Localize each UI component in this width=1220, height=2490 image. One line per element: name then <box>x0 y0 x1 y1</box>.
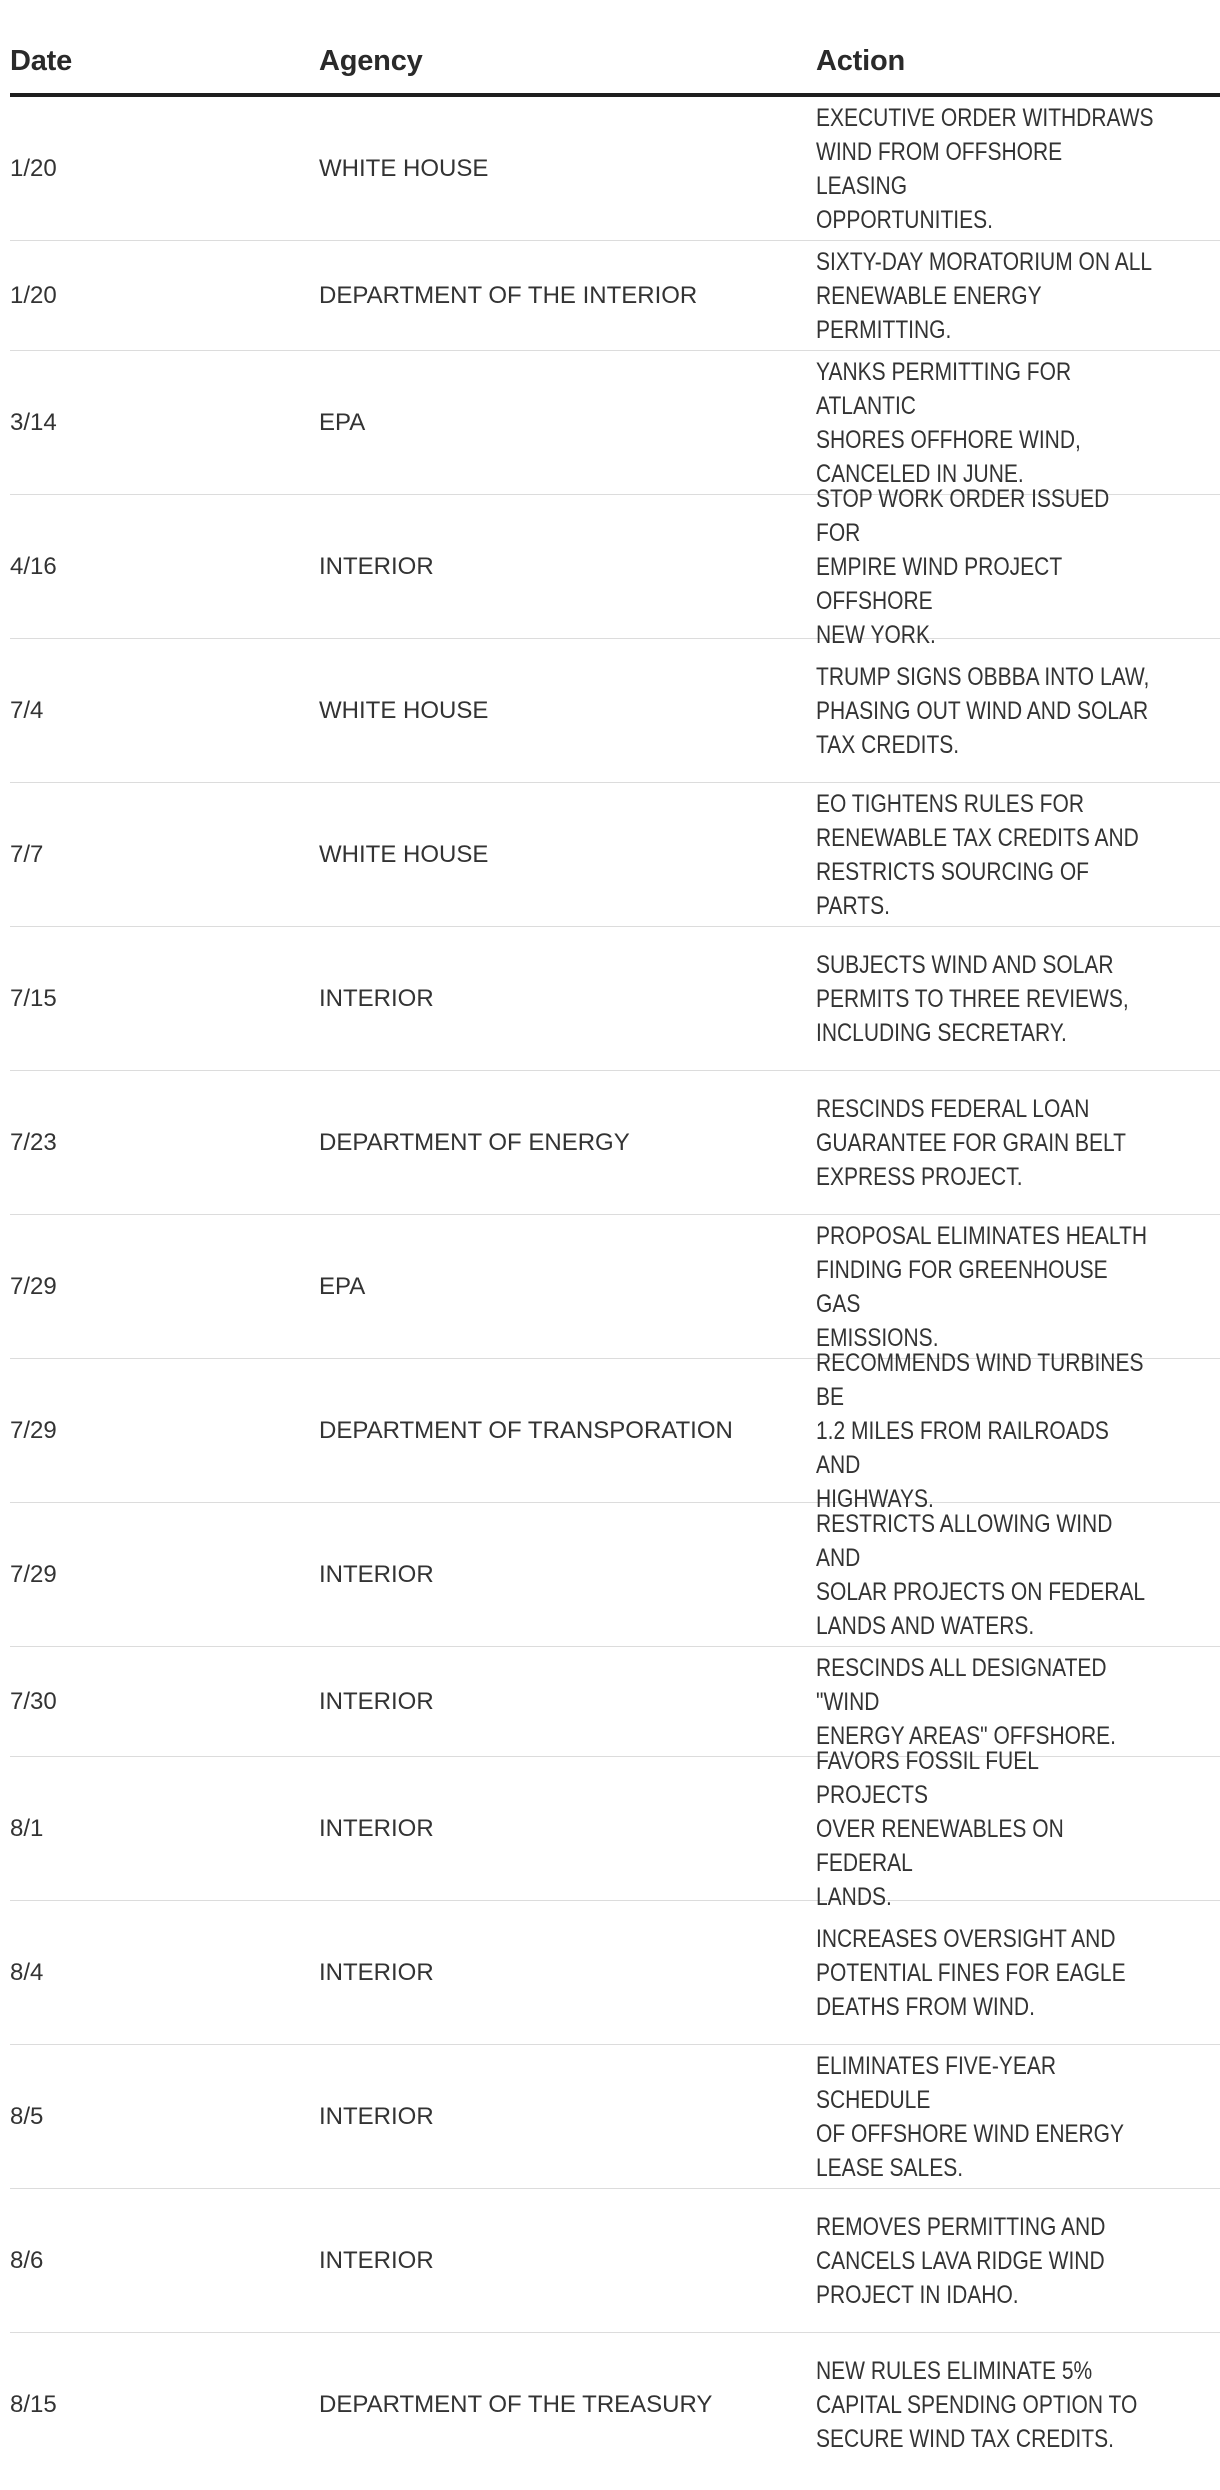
agency-cell: EPA <box>319 1272 366 1300</box>
date-cell: 8/6 <box>10 2246 44 2274</box>
agency-cell: DEPARTMENT OF THE INTERIOR <box>319 281 698 309</box>
date-cell: 7/7 <box>10 840 44 868</box>
agency-cell: WHITE HOUSE <box>319 696 489 724</box>
action-cell: RESTRICTS ALLOWING WIND AND SOLAR PROJECTS ON FEDERAL LANDS AND WATERS. <box>816 1509 1146 1640</box>
action-cell: SUBJECTS WIND AND SOLAR PERMITS TO THREE REVIEWS, INCLUDING SECRETARY. <box>816 950 1129 1047</box>
table-row <box>10 1901 1220 2045</box>
table-row <box>10 1215 1220 1359</box>
table-row <box>10 1071 1220 1215</box>
header-action: Action <box>816 45 906 77</box>
date-cell: 8/5 <box>10 2102 44 2130</box>
agency-cell: DEPARTMENT OF ENERGY <box>319 1128 630 1156</box>
date-cell: 7/4 <box>10 696 44 724</box>
table-row <box>10 2333 1220 2477</box>
table-row <box>10 783 1220 927</box>
table-row <box>10 639 1220 783</box>
action-cell: TRUMP SIGNS OBBBA INTO LAW, PHASING OUT WIND AND SOLAR TAX CREDITS. <box>816 662 1150 759</box>
date-cell: 8/4 <box>10 1958 44 1986</box>
actions-table <box>10 0 1220 2477</box>
date-cell: 1/20 <box>10 281 57 309</box>
table-row <box>10 351 1220 495</box>
date-cell: 7/15 <box>10 984 57 1012</box>
agency-cell: WHITE HOUSE <box>319 154 489 182</box>
date-cell: 7/29 <box>10 1416 57 1444</box>
date-cell: 8/1 <box>10 1814 44 1842</box>
action-cell: REMOVES PERMITTING AND CANCELS LAVA RIDGE WIND PROJECT IN IDAHO. <box>816 2212 1106 2309</box>
agency-cell: INTERIOR <box>319 2246 434 2274</box>
action-cell: RECOMMENDS WIND TURBINES BE 1.2 MILES FROM RAILROADS AND HIGHWAYS. <box>816 1348 1144 1513</box>
agency-cell: WHITE HOUSE <box>319 840 489 868</box>
table-row <box>10 97 1220 241</box>
table-row <box>10 1503 1220 1647</box>
date-cell: 7/30 <box>10 1687 57 1715</box>
agency-cell: INTERIOR <box>319 1958 434 1986</box>
action-cell: NEW RULES ELIMINATE 5% CAPITAL SPENDING OPTION TO SECURE WIND TAX CREDITS. <box>816 2357 1138 2453</box>
agency-cell: INTERIOR <box>319 984 434 1012</box>
action-cell: RESCINDS FEDERAL LOAN GUARANTEE FOR GRAIN BELT EXPRESS PROJECT. <box>816 1094 1126 1191</box>
table-row <box>10 1348 1220 1513</box>
date-cell: 1/20 <box>10 154 57 182</box>
table-row <box>10 1746 1220 1911</box>
date-cell: 7/23 <box>10 1128 57 1156</box>
action-cell: EXECUTIVE ORDER WITHDRAWS WIND FROM OFFSHORE LEASING OPPORTUNITIES. <box>816 103 1154 234</box>
agency-cell: INTERIOR <box>319 1814 434 1842</box>
action-cell: SIXTY-DAY MORATORIUM ON ALL RENEWABLE ENERGY PERMITTING. <box>816 247 1153 344</box>
date-cell: 7/29 <box>10 1272 57 1300</box>
date-cell: 4/16 <box>10 552 57 580</box>
date-cell: 8/15 <box>10 2391 57 2418</box>
header-agency: Agency <box>319 45 423 77</box>
agency-cell: INTERIOR <box>319 1560 434 1588</box>
action-cell: EO TIGHTENS RULES FOR RENEWABLE TAX CREDITS AND RESTRICTS SOURCING OF PARTS. <box>816 789 1139 920</box>
action-cell: FAVORS FOSSIL FUEL PROJECTS OVER RENEWABLES ON FEDERAL LANDS. <box>816 1746 1064 1911</box>
action-cell: INCREASES OVERSIGHT AND POTENTIAL FINES FOR EAGLE DEATHS FROM WIND. <box>816 1924 1126 2021</box>
table-row <box>10 927 1220 1071</box>
date-cell: 7/29 <box>10 1560 57 1588</box>
action-cell: RESCINDS ALL DESIGNATED "WIND ENERGY AREAS" OFFSHORE. <box>816 1653 1116 1750</box>
table-row <box>10 484 1220 649</box>
action-cell: YANKS PERMITTING FOR ATLANTIC SHORES OFFHORE WIND, CANCELED IN JUNE. <box>816 357 1081 488</box>
agency-cell: INTERIOR <box>319 552 434 580</box>
table-row <box>10 2045 1220 2189</box>
table-row <box>10 241 1220 351</box>
action-cell: ELIMINATES FIVE-YEAR SCHEDULE OF OFFSHORE WIND ENERGY LEASE SALES. <box>816 2051 1125 2182</box>
action-cell: PROPOSAL ELIMINATES HEALTH FINDING FOR GREENHOUSE GAS EMISSIONS. <box>816 1221 1148 1352</box>
table-row <box>10 1647 1220 1757</box>
table-header <box>10 0 1220 97</box>
agency-cell: INTERIOR <box>319 2102 434 2130</box>
agency-cell: INTERIOR <box>319 1687 434 1715</box>
agency-cell: EPA <box>319 408 366 436</box>
agency-cell: DEPARTMENT OF THE TREASURY <box>319 2391 713 2418</box>
agency-cell: DEPARTMENT OF TRANSPORATION <box>319 1416 733 1444</box>
table-row <box>10 2189 1220 2333</box>
action-cell: STOP WORK ORDER ISSUED FOR EMPIRE WIND PROJECT OFFSHORE NEW YORK. <box>816 484 1110 649</box>
header-date: Date <box>10 45 73 77</box>
date-cell: 3/14 <box>10 408 57 436</box>
